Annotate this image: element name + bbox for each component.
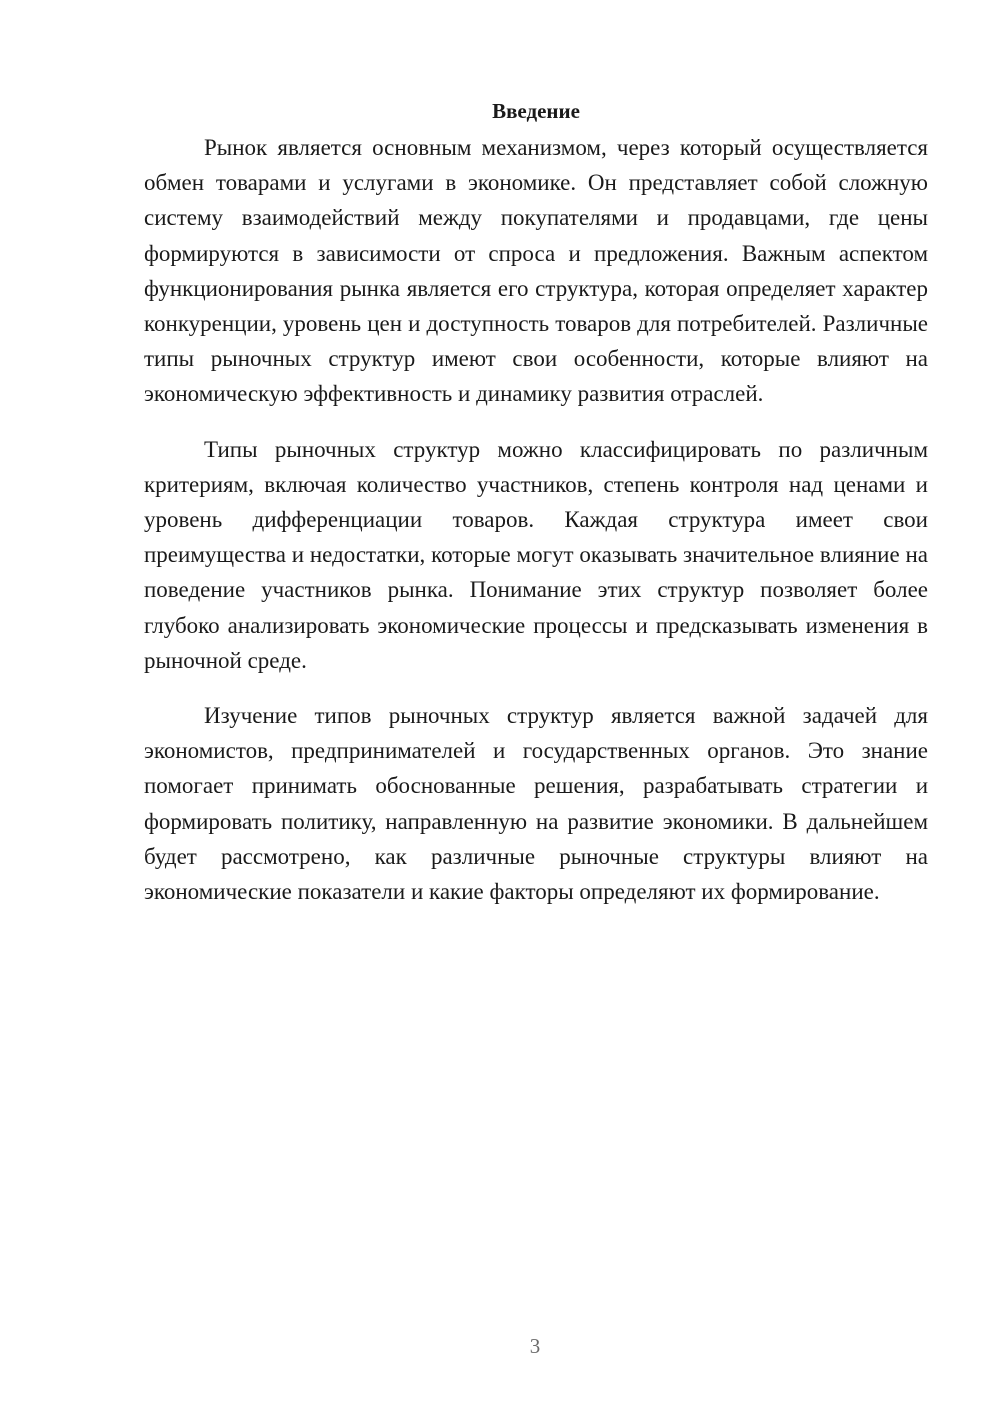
paragraph-3: Изучение типов рыночных структур является важной задачей для экономистов, предпринимателей и государственных органов. Это знание помогает принимать обоснованные решения, разрабатывать стратегии и формировать политику, направленную на развитие экономики. В дальнейшем будет рассмотрено, как различные рыночные структуры влияют на экономические показатели и какие факторы определяют их формирование. bbox=[144, 703, 928, 905]
paragraph-2: Типы рыночных структур можно классифицировать по различным критериям, включая количество участников, степень контроля над ценами и уровень дифференциации товаров. Каждая структура имеет свои преимущества и недостатки, которые могут оказывать значительное влияние на поведение участников рынка. Понимание этих структур позволяет более глубоко анализировать экономические процессы и предсказывать изменения в рыночной среде. bbox=[144, 436, 928, 673]
page-content bbox=[144, 96, 928, 929]
page-number: 3 bbox=[529, 1334, 541, 1358]
section-title: Введение bbox=[492, 99, 580, 123]
paragraph-1: Рынок является основным механизмом, через который осуществляется обмен товарами и услугами в экономике. Он представляет собой сложную систему взаимодействий между покупателями и продавцами, где цены формируются в зависимости от спроса и предложения. Важным аспектом функционирования рынка является его структура, которая определяет характер конкуренции, уровень цен и доступность товаров для потребителей. Различные типы рыночных структур имеют свои особенности, которые влияют на экономическую эффективность и динамику развития отраслей. bbox=[144, 135, 928, 407]
